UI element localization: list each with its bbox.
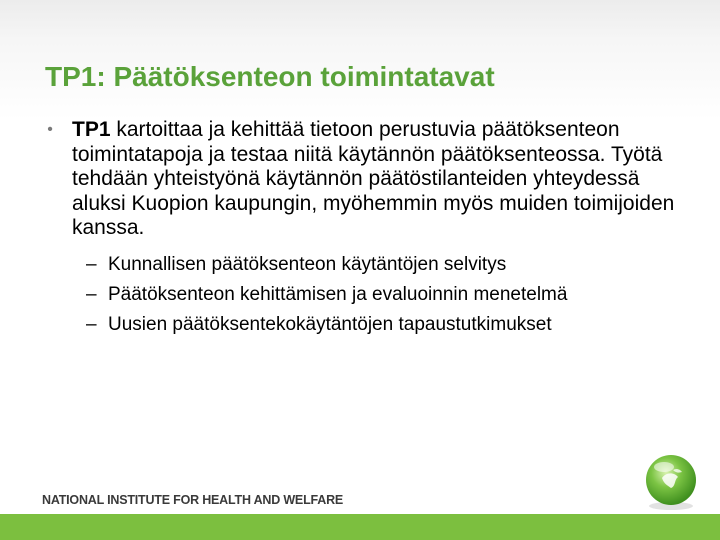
bullet-bold-prefix: TP1 [72,118,111,141]
footer-organization: NATIONAL INSTITUTE FOR HEALTH AND WELFARE [42,493,344,507]
sub-bullet-text: Päätöksenteon kehittämisen ja evaluoinnin menetelmä [108,283,568,305]
sub-bullet-item [28,283,698,307]
dash-icon [86,253,97,277]
sub-bullet-item [28,253,698,277]
sub-bullet-text: Uusien päätöksentekokäytäntöjen tapaustutkimukset [108,313,552,335]
sub-bullet-item [28,313,698,337]
dash-icon [86,283,97,307]
bullet-text: kartoittaa ja kehittää tietoon perustuvia päätöksenteon toimintatapoja ja testaa niitä käytännön päätöksenteossa. Työtä tehdään yhteistyönä käytännön päätöstilanteiden yhteydessä aluksi Kuopion kaupungin, myöhemmin myös muiden toimijoiden kanssa. [72,118,675,239]
main-bullet [28,118,698,241]
footer-green-bar [0,514,720,540]
dash-icon [86,313,97,337]
sub-bullet-text: Kunnallisen päätöksenteon käytäntöjen selvitys [108,253,507,275]
slide-title: TP1: Päätöksenteon toimintatavat [45,61,495,92]
slide-body [28,118,698,343]
bullet-icon [28,118,72,143]
green-globe-logo-icon [640,450,702,512]
sub-bullet-list [28,253,698,337]
